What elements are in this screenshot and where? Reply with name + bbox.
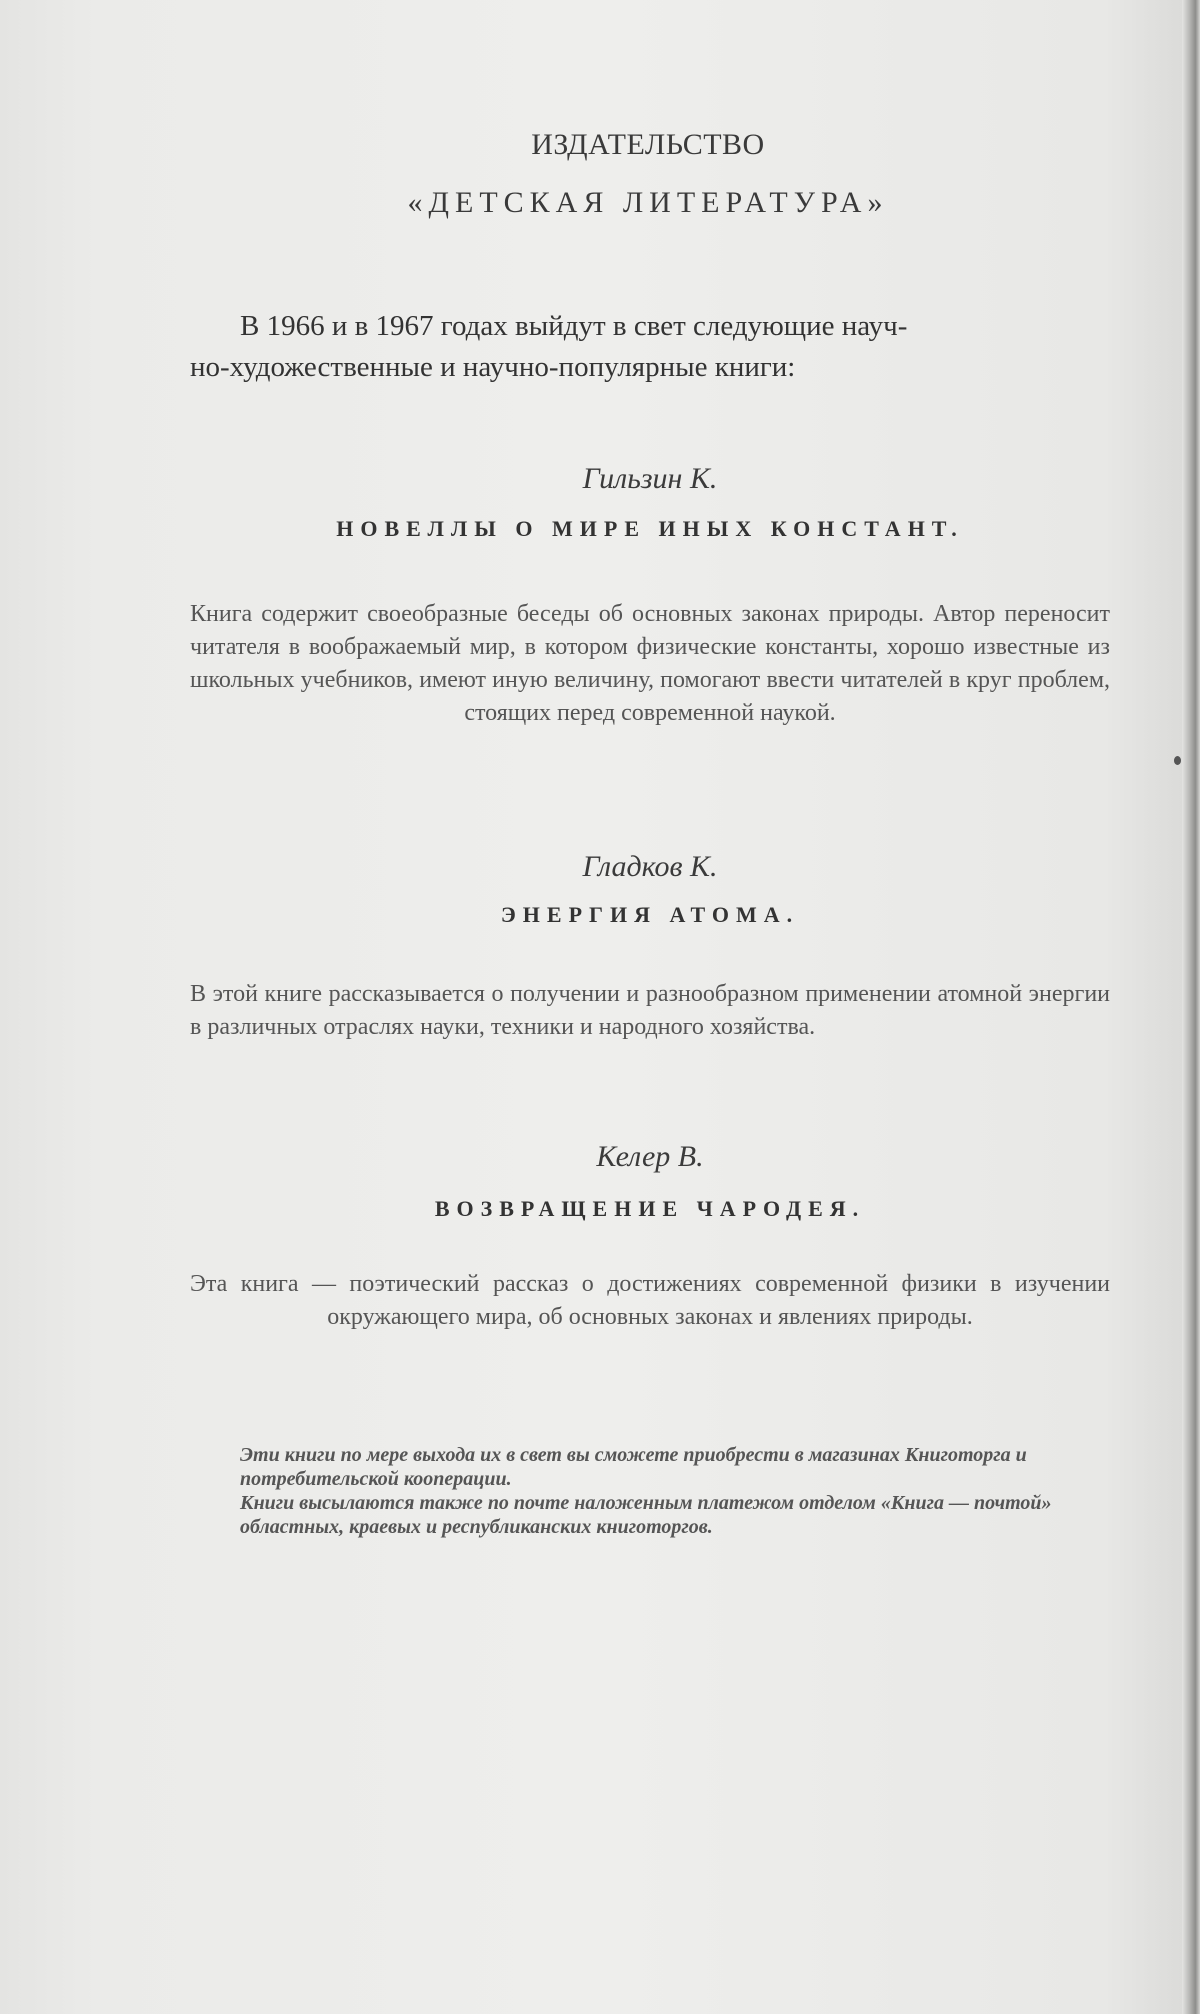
intro-text — [190, 306, 1110, 388]
intro-line-2: но-художественные и научно-популярные книги: — [190, 351, 796, 383]
book-description-2: В этой книге рассказывается о получении и разнообразном применении атомной энергии в различных отраслях науки, техники и народного хозяйства. — [190, 981, 1110, 1040]
book-entry-3 — [190, 1140, 1110, 1174]
page-edge-shadow — [1182, 0, 1200, 2014]
book-title-wrap-3 — [190, 1196, 1110, 1222]
book-author: Гильзин К. — [582, 462, 718, 495]
book-title: ЭНЕРГИЯ АТОМА. — [500, 902, 800, 927]
intro-line-1: В 1966 и в 1967 годах выйдут в свет следующие науч- — [240, 310, 908, 342]
book-title: ВОЗВРАЩЕНИЕ ЧАРОДЕЯ. — [434, 1196, 866, 1221]
book-description-1: Книга содержит своеобразные беседы об основных законах природы. Автор переносит читателя в воображаемый мир, в котором физические константы, хорошо известные из школьных учебников, имеют иную величину, помогают ввести читателей в круг проблем, стоящих перед современной наукой. — [190, 601, 1110, 726]
book-title-wrap-2 — [190, 902, 1110, 928]
book-title: НОВЕЛЛЫ О МИРЕ ИНЫХ КОНСТАНТ. — [336, 516, 964, 541]
footer-paragraph-1: Эти книги по мере выхода их в свет вы сможете приобрести в магазинах Книготорга и потребительской кооперации. — [240, 1444, 1027, 1490]
book-entry-1 — [190, 462, 1110, 496]
footer-note — [240, 1443, 1110, 1539]
book-author: Келер В. — [596, 1140, 704, 1173]
footer-paragraph-2: Книги высылаются также по почте наложенным платежом отделом «Книга — почтой» областных, краевых и республиканских книготоргов. — [240, 1492, 1052, 1538]
publisher-label: ИЗДАТЕЛЬСТВО — [531, 128, 765, 161]
book-entry-2 — [190, 850, 1110, 884]
book-author: Гладков К. — [582, 850, 718, 883]
book-title-wrap-1 — [190, 516, 1110, 542]
scan-mark — [1174, 756, 1181, 765]
publisher-name: «ДЕТСКАЯ ЛИТЕРАТУРА» — [407, 186, 889, 219]
book-description-3: Эта книга — поэтический рассказ о достижениях современной физики в изучении окружающего мира, об основных законах и явлениях природы. — [190, 1271, 1110, 1330]
